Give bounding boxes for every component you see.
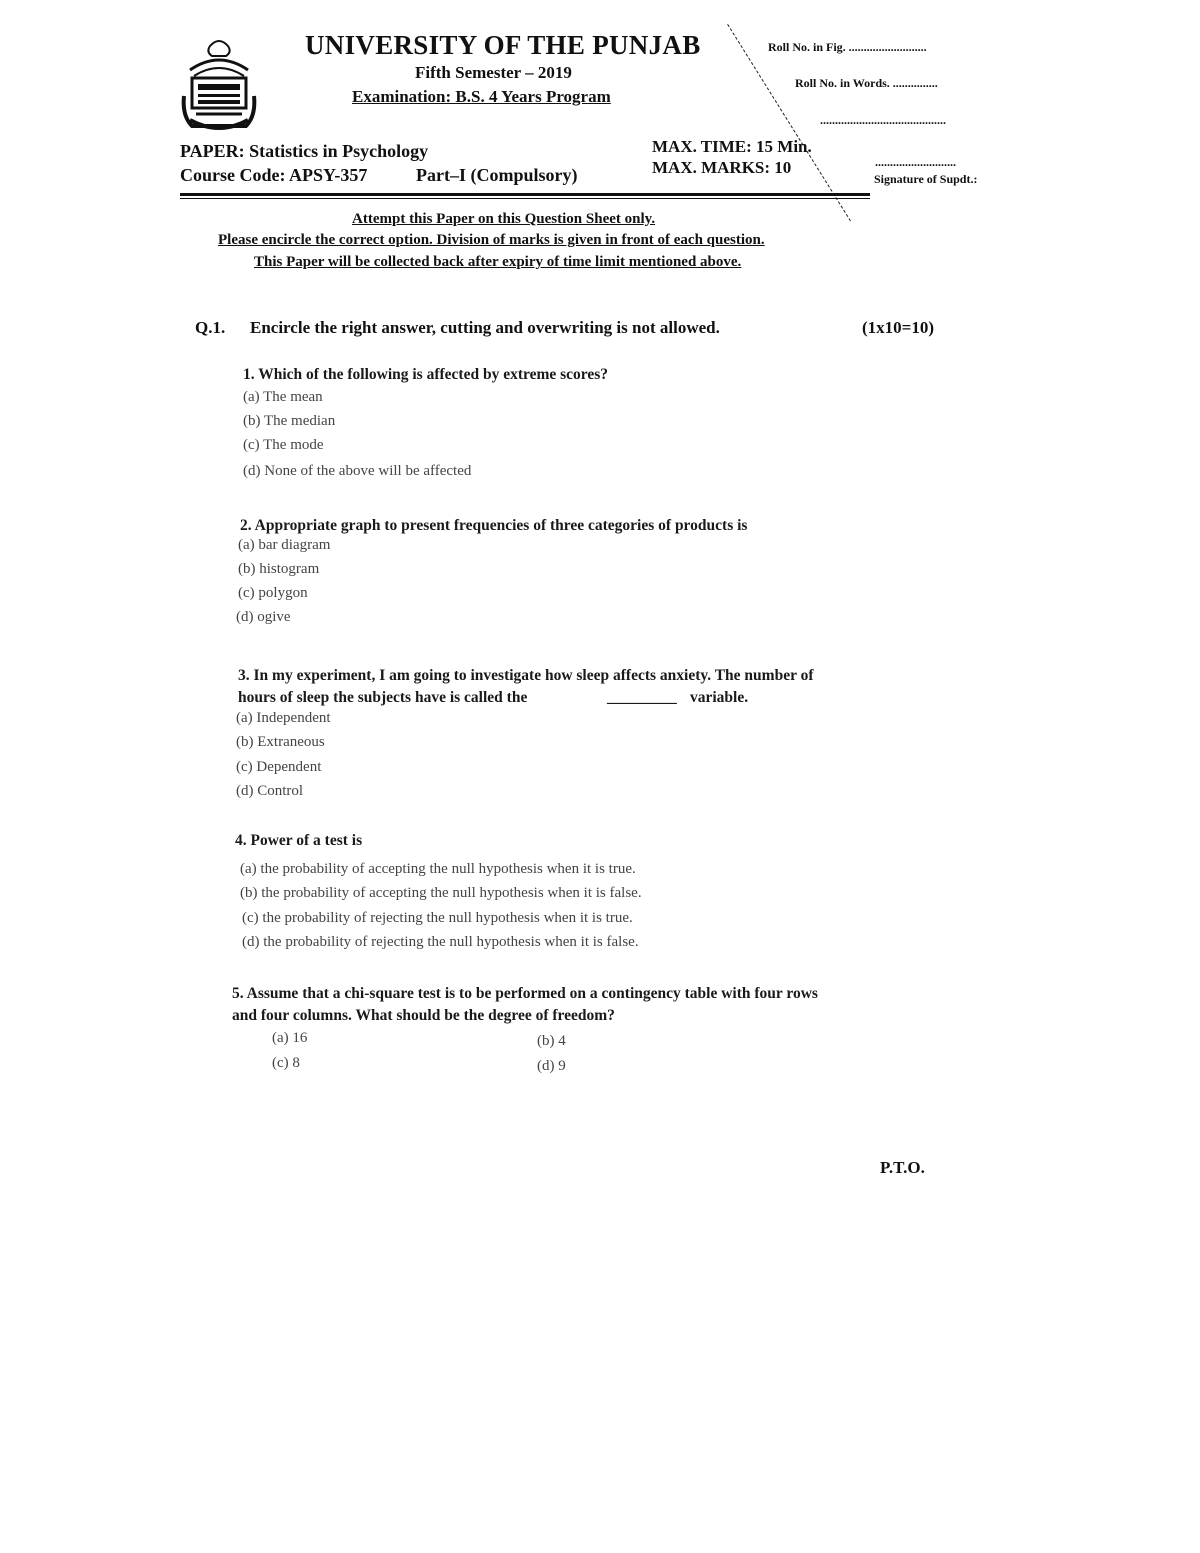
university-crest-icon bbox=[180, 36, 258, 136]
q1-number: Q.1. bbox=[195, 318, 226, 337]
question-2-option-a[interactable]: (a) bar diagram bbox=[238, 537, 331, 553]
course-code: Course Code: APSY-357 bbox=[180, 165, 368, 185]
signature-line[interactable]: ........................... bbox=[875, 155, 956, 169]
roll-no-words-line[interactable]: .......................................... bbox=[820, 113, 946, 127]
question-5-option-b[interactable]: (b) 4 bbox=[537, 1033, 566, 1049]
question-5-text-line2: and four columns. What should be the degree of freedom? bbox=[232, 1007, 615, 1024]
question-3-blank[interactable]: _________ bbox=[607, 689, 677, 706]
question-2-option-b[interactable]: (b) histogram bbox=[238, 561, 320, 577]
q1-marks: (1x10=10) bbox=[862, 318, 935, 337]
question-4-option-c[interactable]: (c) the probability of rejecting the null hypothesis when it is true. bbox=[242, 910, 633, 926]
question-3-text-line2: hours of sleep the subjects have is called the bbox=[238, 689, 528, 706]
roll-no-in-figures[interactable]: Roll No. in Fig. .......................... bbox=[768, 40, 927, 54]
question-3-text-end: variable. bbox=[690, 689, 749, 706]
instruction-1: Attempt this Paper on this Question Sheet only. bbox=[352, 211, 656, 227]
question-1-option-d[interactable]: (d) None of the above will be affected bbox=[243, 463, 472, 479]
header-rule-thin bbox=[180, 198, 870, 199]
paper-part: Part–I (Compulsory) bbox=[416, 165, 578, 185]
signature-label: Signature of Supdt.: bbox=[874, 172, 978, 186]
question-4-option-b[interactable]: (b) the probability of accepting the null hypothesis when it is false. bbox=[240, 885, 642, 901]
question-5-option-d[interactable]: (d) 9 bbox=[537, 1058, 566, 1074]
question-4-option-d[interactable]: (d) the probability of rejecting the null hypothesis when it is false. bbox=[242, 934, 639, 950]
instruction-2: Please encircle the correct option. Division of marks is given in front of each question. bbox=[218, 232, 765, 248]
roll-no-in-words[interactable]: Roll No. in Words. ............... bbox=[795, 76, 938, 90]
semester: Fifth Semester – 2019 bbox=[415, 63, 572, 82]
question-3-option-b[interactable]: (b) Extraneous bbox=[236, 734, 325, 750]
instruction-3: This Paper will be collected back after expiry of time limit mentioned above. bbox=[254, 254, 742, 270]
question-2-option-d[interactable]: (d) ogive bbox=[236, 609, 291, 625]
max-marks: MAX. MARKS: 10 bbox=[652, 158, 792, 177]
question-1-option-a[interactable]: (a) The mean bbox=[243, 389, 323, 405]
question-4-option-a[interactable]: (a) the probability of accepting the null hypothesis when it is true. bbox=[240, 861, 636, 877]
question-5-option-c[interactable]: (c) 8 bbox=[272, 1055, 300, 1071]
question-1-text: 1. Which of the following is affected by extreme scores? bbox=[243, 366, 609, 383]
question-2-text: 2. Appropriate graph to present frequencies of three categories of products is bbox=[240, 517, 748, 534]
question-3-text-line1: 3. In my experiment, I am going to investigate how sleep affects anxiety. The number of bbox=[238, 667, 814, 684]
question-4-text: 4. Power of a test is bbox=[235, 832, 363, 849]
pto-label: P.T.O. bbox=[880, 1158, 925, 1177]
question-1-option-b[interactable]: (b) The median bbox=[243, 413, 336, 429]
q1-instruction: Encircle the right answer, cutting and overwriting is not allowed. bbox=[250, 318, 720, 337]
university-name: UNIVERSITY OF THE PUNJAB bbox=[305, 30, 701, 60]
question-3-option-c[interactable]: (c) Dependent bbox=[236, 759, 322, 775]
examination: Examination: B.S. 4 Years Program bbox=[352, 87, 611, 106]
question-2-option-c[interactable]: (c) polygon bbox=[238, 585, 308, 601]
paper-title: PAPER: Statistics in Psychology bbox=[180, 141, 429, 161]
question-3-option-a[interactable]: (a) Independent bbox=[236, 710, 331, 726]
question-5-text-line1: 5. Assume that a chi-square test is to be performed on a contingency table with four rows bbox=[232, 985, 818, 1002]
question-3-option-d[interactable]: (d) Control bbox=[236, 783, 304, 799]
question-1-option-c[interactable]: (c) The mode bbox=[243, 437, 324, 453]
max-time: MAX. TIME: 15 Min. bbox=[652, 137, 812, 156]
header-rule bbox=[180, 193, 870, 196]
question-5-option-a[interactable]: (a) 16 bbox=[272, 1030, 308, 1046]
